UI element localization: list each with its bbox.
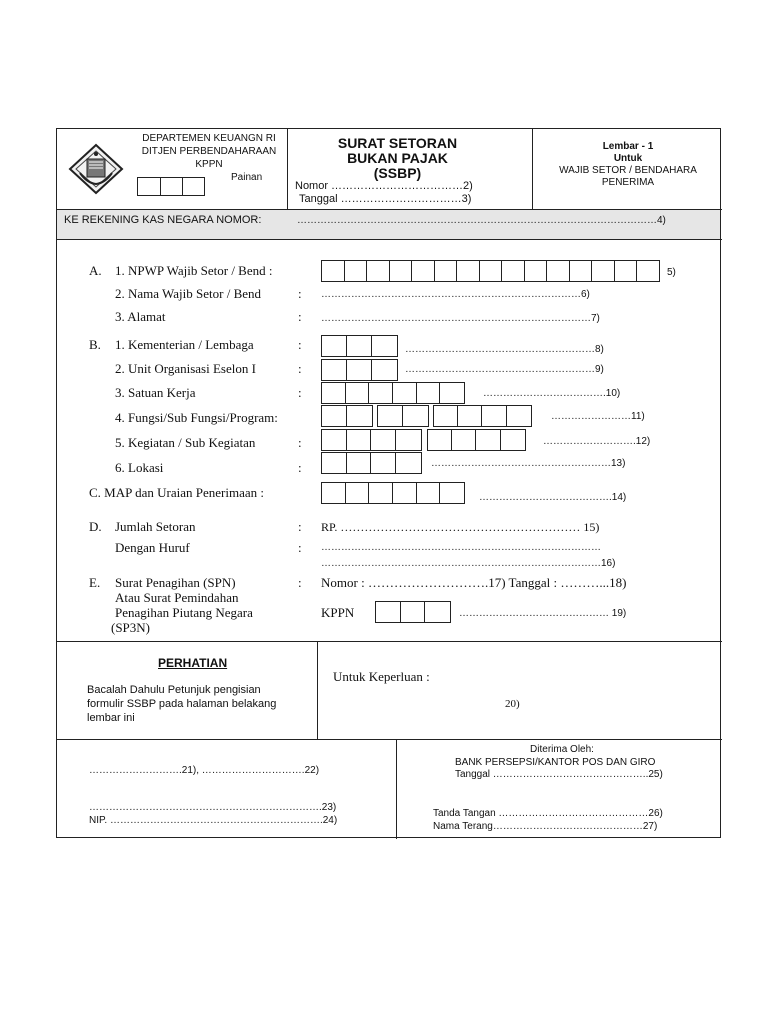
kegiatan-boxes[interactable] xyxy=(321,429,422,451)
spn-line: Penagihan Piutang Negara xyxy=(115,605,253,620)
alamat-field[interactable]: ………………………………………………………………………7) xyxy=(321,313,600,324)
map-boxes[interactable] xyxy=(321,482,465,504)
fungsi-label: 4. Fungsi/Sub Fungsi/Program: xyxy=(115,410,278,425)
kementerian-boxes[interactable] xyxy=(321,335,398,357)
tanda-tangan-field[interactable]: Tanda Tangan ………………………………………26) xyxy=(433,808,663,819)
form-title xyxy=(295,136,500,181)
colon: : xyxy=(298,361,302,376)
colon: : xyxy=(298,385,302,400)
office-city: Painan xyxy=(231,172,263,183)
untuk-label: Untuk xyxy=(613,153,643,164)
divider xyxy=(532,129,533,209)
lembar-label: Lembar - 1 xyxy=(602,141,654,152)
department-block xyxy=(139,132,279,171)
eselon-label: 2. Unit Organisasi Eselon I xyxy=(115,361,256,376)
satker-label: 3. Satuan Kerja xyxy=(115,385,196,400)
nama-label: 2. Nama Wajib Setor / Bend xyxy=(115,286,262,301)
signature-name-field[interactable]: …………………………………………………………….23) xyxy=(89,802,337,813)
dept-line: KPPN xyxy=(195,159,223,170)
colon: : xyxy=(298,286,302,301)
map-label: C. MAP dan Uraian Penerimaan : xyxy=(89,485,264,500)
sub-fungsi-boxes[interactable] xyxy=(377,405,429,427)
lokasi-label: 6. Lokasi xyxy=(115,460,164,475)
section-d-letter: D. xyxy=(89,519,102,534)
lokasi-field[interactable]: ………………………………………………13) xyxy=(431,458,626,469)
title-line: SURAT SETORAN xyxy=(337,135,458,151)
colon: : xyxy=(298,337,302,352)
colon: : xyxy=(298,435,302,450)
sp3n-label: (SP3N) xyxy=(111,620,151,635)
nama-field[interactable]: ……………………………………………………………………6) xyxy=(321,289,590,300)
kppn-code-boxes[interactable] xyxy=(137,177,205,196)
tanggal-field[interactable]: Tanggal ……………………………3) xyxy=(299,193,472,205)
ministry-emblem-icon xyxy=(67,143,125,195)
eselon-field[interactable]: …………………………………………………9) xyxy=(405,364,604,375)
divider xyxy=(57,239,722,240)
kementerian-field[interactable]: …………………………………………………8) xyxy=(405,344,604,355)
npwp-label: 1. NPWP Wajib Setor / Bend : xyxy=(115,263,273,278)
divider xyxy=(57,739,722,740)
title-line: BUKAN PAJAK xyxy=(347,150,448,166)
kementerian-label: 1. Kementerian / Lembaga xyxy=(115,337,254,352)
ssbp-form xyxy=(56,128,721,838)
huruf-field-line1[interactable]: ………………………………………………………………………… xyxy=(321,542,601,553)
satker-boxes[interactable] xyxy=(321,382,465,404)
bank-label: BANK PERSEPSI/KANTOR POS DAN GIRO xyxy=(455,757,656,768)
sub-kegiatan-boxes[interactable] xyxy=(427,429,526,451)
received-by-label: Diterima Oleh: xyxy=(530,744,594,755)
divider xyxy=(57,641,722,642)
kppn-boxes[interactable] xyxy=(375,601,451,623)
lokasi-boxes[interactable] xyxy=(321,452,422,474)
perhatian-line: lembar ini xyxy=(87,712,135,724)
program-boxes[interactable] xyxy=(433,405,532,427)
alamat-label: 3. Alamat xyxy=(115,309,166,324)
jumlah-label: Jumlah Setoran xyxy=(115,519,196,534)
perhatian-line: formulir SSBP pada halaman belakang xyxy=(87,698,277,710)
huruf-label: Dengan Huruf xyxy=(115,540,190,555)
keperluan-ref[interactable]: 20) xyxy=(505,698,520,710)
colon: : xyxy=(298,309,302,324)
kppn-label: KPPN xyxy=(321,605,355,620)
kppn-field[interactable]: ……………………………………… 19) xyxy=(459,608,627,619)
divider xyxy=(317,641,318,739)
divider xyxy=(287,129,288,209)
fungsi-field[interactable]: ……………………11) xyxy=(551,411,645,422)
section-e-letter: E. xyxy=(89,575,101,590)
keperluan-label: Untuk Keperluan : xyxy=(333,669,430,684)
section-b-letter: B. xyxy=(89,337,101,352)
colon: : xyxy=(298,519,302,534)
perhatian-line: Bacalah Dahulu Petunjuk pengisian xyxy=(87,684,261,696)
perhatian-title: PERHATIAN xyxy=(158,656,228,670)
colon: : xyxy=(298,540,302,555)
perhatian-text xyxy=(87,683,276,725)
spn-line: Surat Penagihan (SPN) xyxy=(115,575,236,590)
kegiatan-field[interactable]: ……………………….12) xyxy=(543,436,651,447)
recipient-line: PENERIMA xyxy=(601,177,655,188)
spn-line: Atau Surat Pemindahan xyxy=(115,590,239,605)
nama-terang-field[interactable]: Nama Terang………………………………………27) xyxy=(433,821,658,832)
copy-designation xyxy=(537,141,719,189)
satker-field[interactable]: ……………………………….10) xyxy=(483,388,621,399)
jumlah-field[interactable]: RP. …………………………………………………… 15) xyxy=(321,520,600,534)
title-line: (SSBP) xyxy=(373,165,422,181)
divider xyxy=(396,739,397,839)
rekening-label: KE REKENING KAS NEGARA NOMOR: xyxy=(64,214,262,226)
fungsi-boxes[interactable] xyxy=(321,405,373,427)
colon: : xyxy=(298,460,302,475)
rekening-number-field[interactable]: ………………………………………………………………………………………………4) xyxy=(297,215,666,226)
eselon-boxes[interactable] xyxy=(321,359,398,381)
npwp-boxes[interactable] xyxy=(321,260,660,282)
npwp-ref: 5) xyxy=(667,267,676,278)
map-field[interactable]: ………………………………….14) xyxy=(479,492,627,503)
nip-field[interactable]: NIP. ……………………………………………………….24) xyxy=(89,815,338,826)
huruf-field-line2[interactable]: …………………………………………………………………………16) xyxy=(321,558,616,569)
colon: : xyxy=(298,575,302,590)
kegiatan-label: 5. Kegiatan / Sub Kegiatan xyxy=(115,435,256,450)
section-a-letter: A. xyxy=(89,263,102,278)
received-date-field[interactable]: Tanggal ………………………………………..25) xyxy=(455,769,663,780)
dept-line: DEPARTEMEN KEUANGN RI xyxy=(142,133,276,144)
spn-nomor-tanggal-field[interactable]: Nomor : ……………………….17) Tanggal : ………...18) xyxy=(321,575,627,590)
signature-date-field[interactable]: ……………………….21), ………………………….22) xyxy=(89,765,320,776)
recipient-line: WAJIB SETOR / BENDAHARA xyxy=(559,165,697,176)
nomor-field[interactable]: Nomor ………………………………2) xyxy=(295,180,473,192)
spn-label xyxy=(115,575,253,620)
dept-line: DITJEN PERBENDAHARAAN xyxy=(141,146,277,157)
